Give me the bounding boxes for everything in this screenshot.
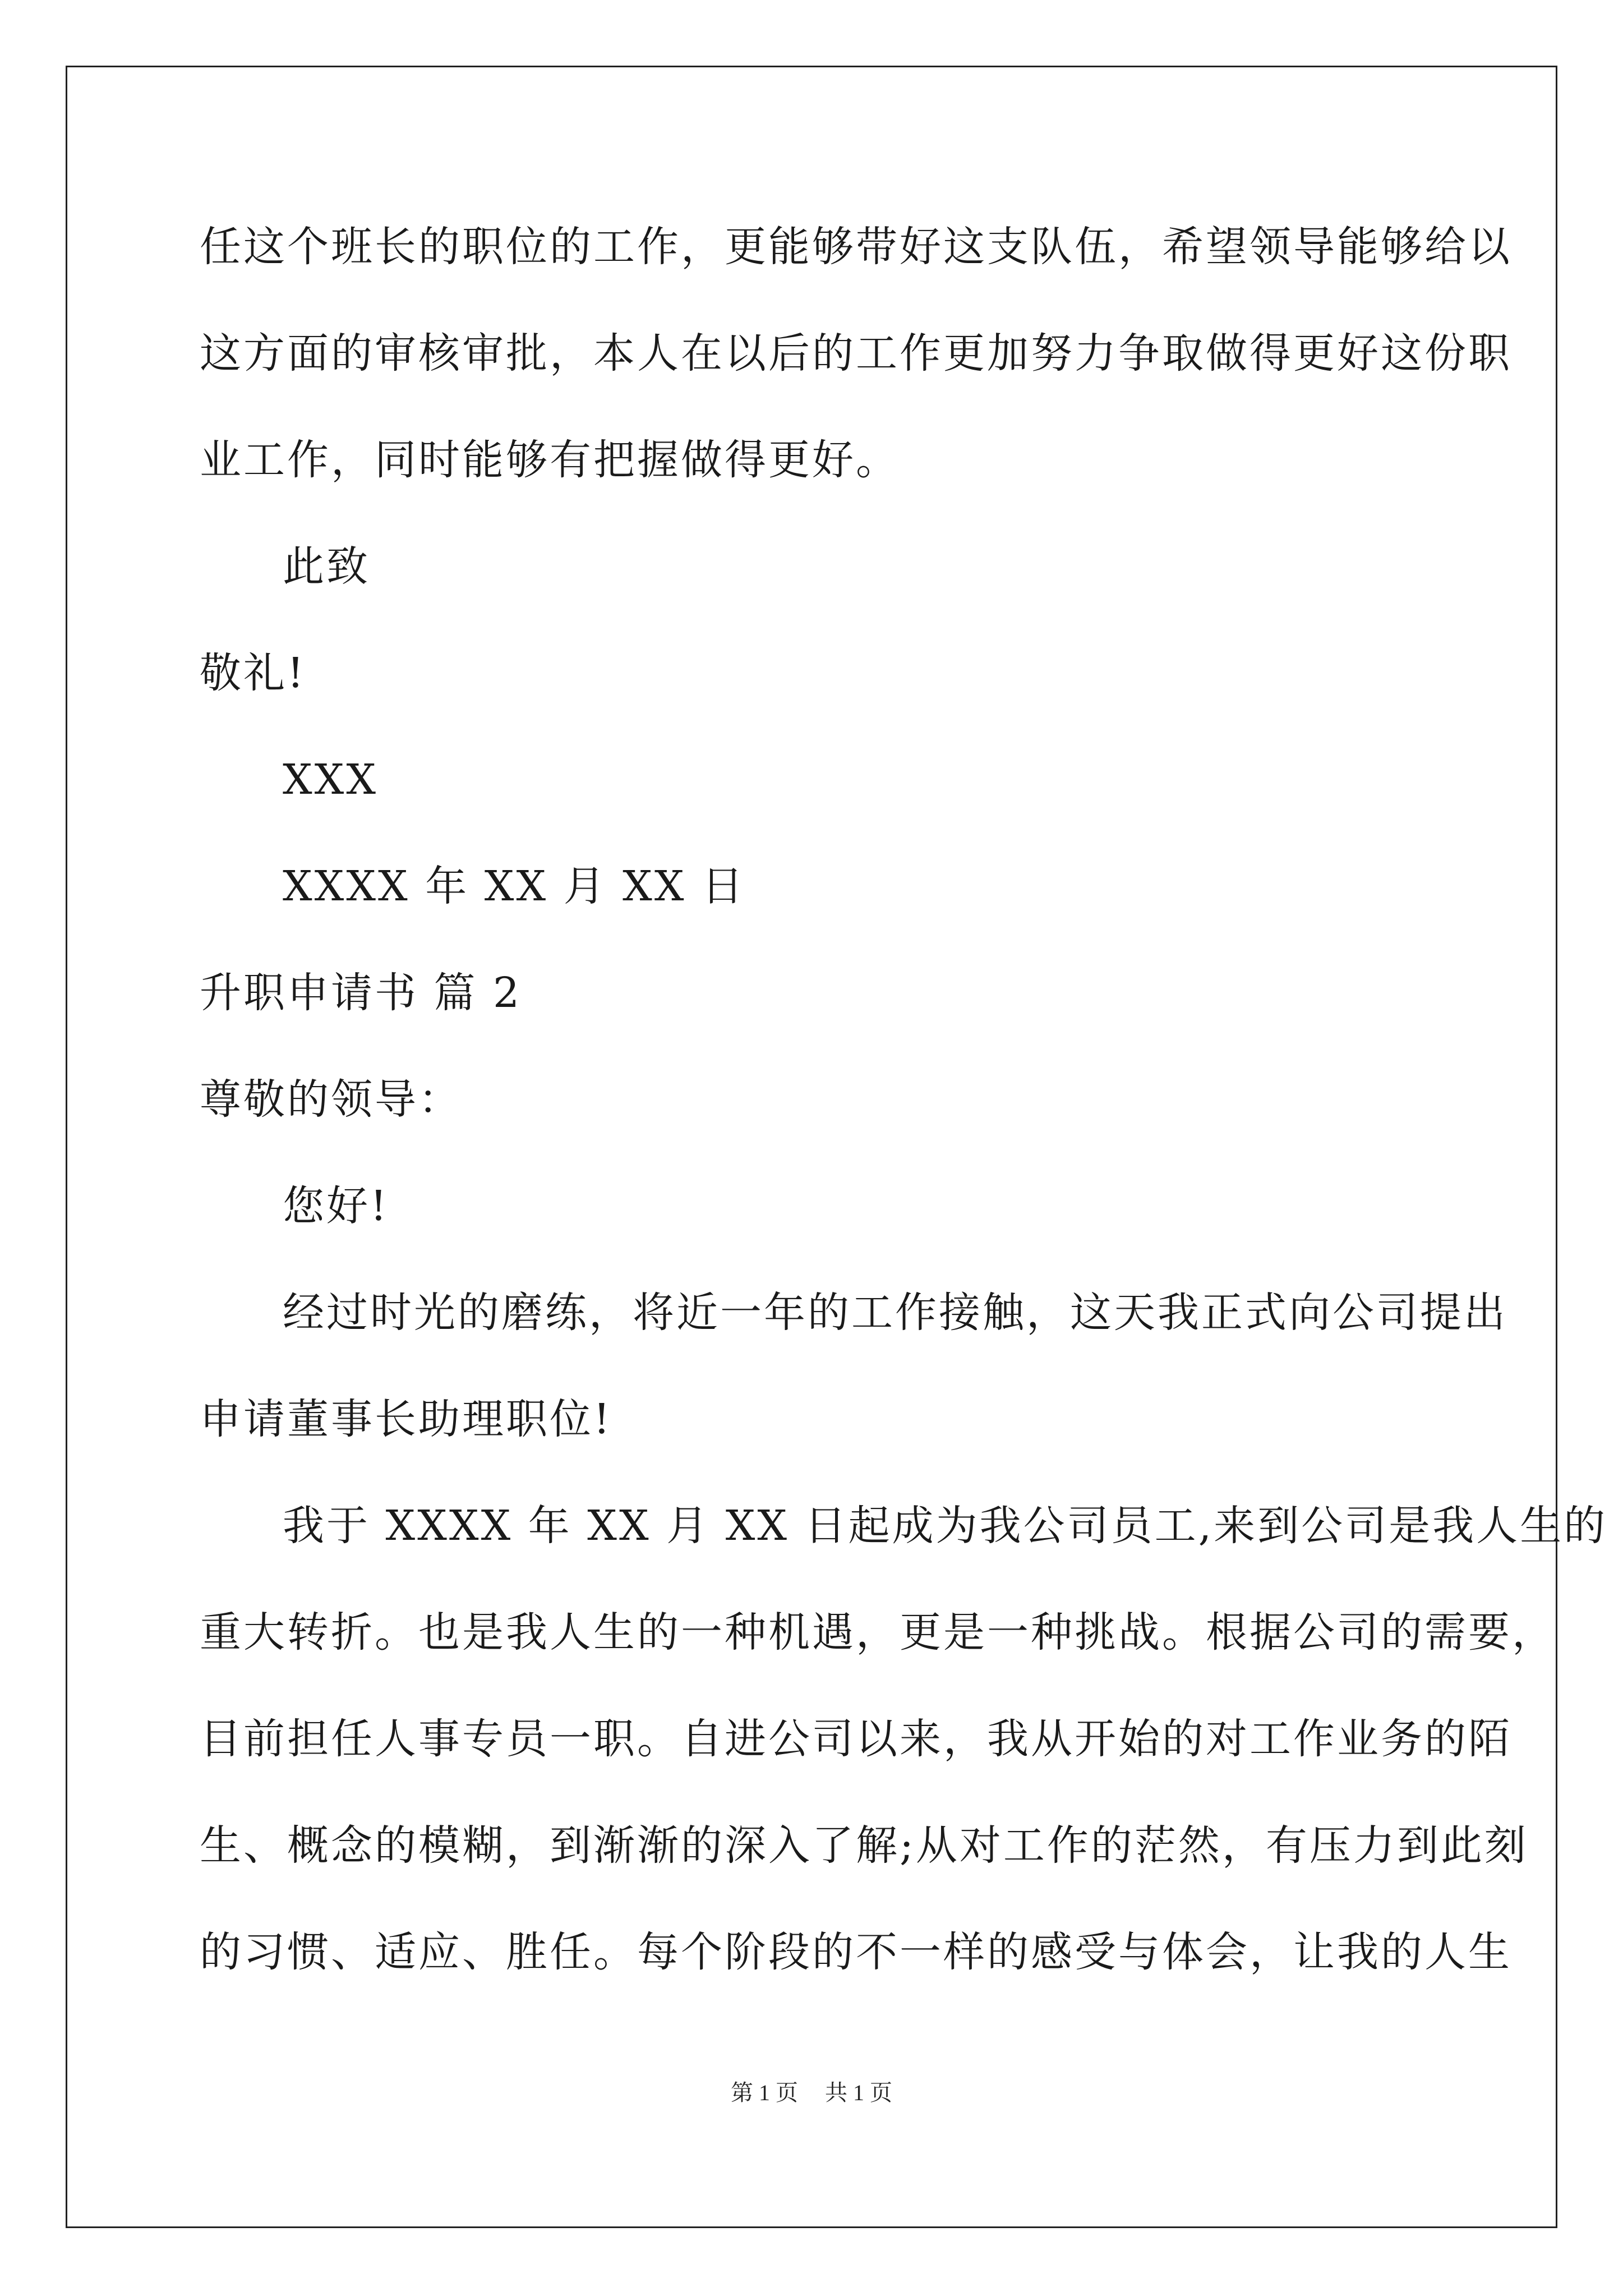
paragraph-line: 业工作，同时能够有把握做得更好。 <box>200 436 900 484</box>
closing-salutation: 此致 <box>283 542 370 591</box>
paragraph-line: 我于 XXXX 年 XX 月 XX 日起成为我公司员工,来到公司是我人生的 <box>283 1502 1608 1550</box>
paragraph-line: 重大转折。也是我人生的一种机遇，更是一种挑战。根据公司的需要， <box>200 1608 1556 1657</box>
paragraph-line: 的习惯、适应、胜任。每个阶段的不一样的感受与体会，让我的人生 <box>200 1928 1512 1976</box>
paragraph-line: 生、概念的模糊，到渐渐的深入了解;从对工作的茫然，有压力到此刻 <box>200 1821 1528 1870</box>
page-footer <box>0 2078 1623 2108</box>
closing-regards: 敬礼! <box>200 649 306 697</box>
paragraph-line: 这方面的审核审批，本人在以后的工作更加努力争取做得更好这份职 <box>200 329 1512 378</box>
page-frame <box>66 66 1557 2228</box>
paragraph-line: 经过时光的磨练，将近一年的工作接触，这天我正式向公司提出 <box>283 1289 1507 1337</box>
greeting-hello: 您好! <box>283 1182 389 1230</box>
section-heading: 升职申请书 篇 2 <box>200 969 522 1017</box>
signature-date: XXXX 年 XX 月 XX 日 <box>283 862 746 910</box>
signature-name: XXX <box>283 756 379 804</box>
page-number-current: 第 1 页 <box>731 2080 798 2105</box>
paragraph-line: 申请董事长助理职位! <box>200 1395 612 1443</box>
page-number-total: 共 1 页 <box>825 2080 892 2105</box>
paragraph-line: 目前担任人事专员一职。自进公司以来，我从开始的对工作业务的陌 <box>200 1715 1512 1763</box>
paragraph-line: 任这个班长的职位的工作，更能够带好这支队伍，希望领导能够给以 <box>200 223 1512 271</box>
greeting-recipient: 尊敬的领导： <box>200 1075 462 1124</box>
